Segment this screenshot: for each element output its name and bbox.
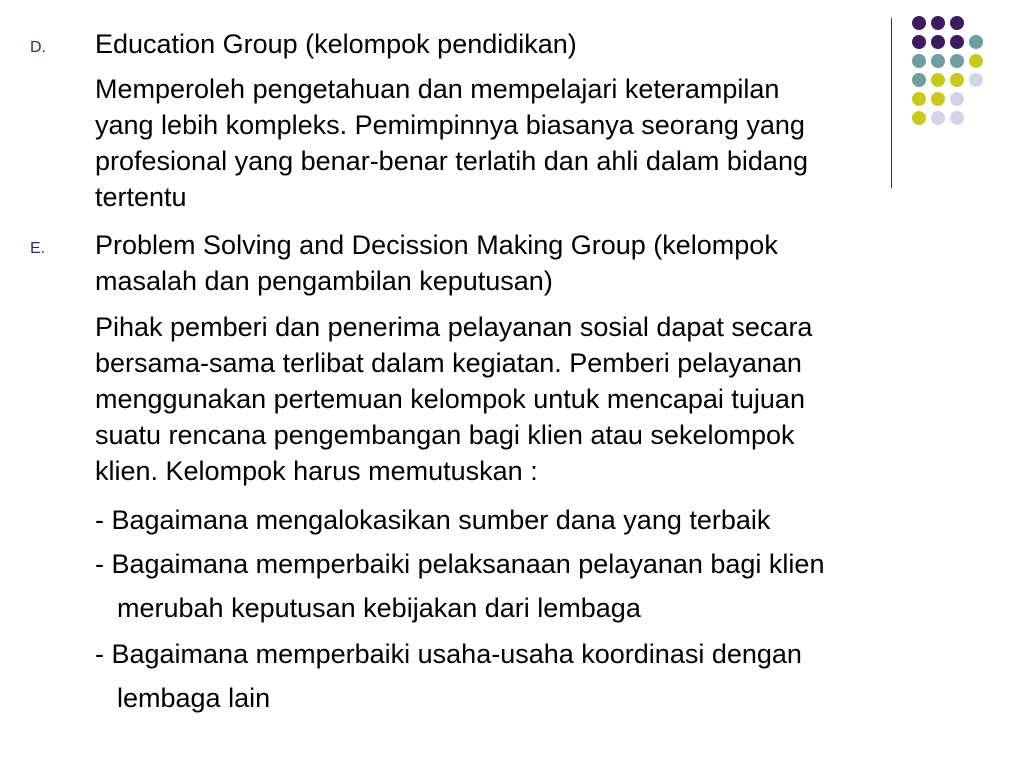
decision-item-continuation: merubah keputusan kebijakan dari lembaga — [117, 593, 641, 623]
bullet-d: D. — [30, 39, 46, 56]
decorative-dot — [950, 16, 964, 30]
paragraph-line: tertentu — [95, 182, 187, 212]
decorative-dot — [931, 92, 945, 106]
divider-line — [891, 18, 892, 188]
decorative-dot — [912, 54, 926, 68]
decorative-dot — [931, 54, 945, 68]
decorative-dot — [969, 54, 983, 68]
decision-item-continuation: lembaga lain — [117, 683, 271, 713]
heading-problem-solving-group: Problem Solving and Decission Making Group (kelompok — [95, 230, 778, 260]
paragraph-line: Pihak pemberi dan penerima pelayanan sosial dapat secara — [95, 312, 813, 342]
decorative-dot — [931, 16, 945, 30]
bullet-e: E. — [30, 240, 46, 257]
decorative-dot — [912, 35, 926, 49]
paragraph-line: Memperoleh pengetahuan dan mempelajari keterampilan — [95, 74, 780, 104]
decorative-dot — [931, 73, 945, 87]
decorative-dot — [969, 73, 983, 87]
paragraph-line: menggunakan pertemuan kelompok untuk mencapai tujuan — [95, 384, 805, 414]
decision-item: - Bagaimana memperbaiki usaha-usaha koordinasi dengan — [95, 639, 802, 669]
decorative-dot — [969, 35, 983, 49]
decorative-dot — [950, 73, 964, 87]
paragraph-line: bersama-sama terlibat dalam kegiatan. Pemberi pelayanan — [95, 348, 802, 378]
paragraph-line: suatu rencana pengembangan bagi klien atau sekelompok — [95, 420, 795, 450]
decorative-dot — [950, 54, 964, 68]
decorative-dot — [912, 111, 926, 125]
decorative-dot — [950, 111, 964, 125]
decorative-dot — [950, 92, 964, 106]
decorative-dot — [912, 92, 926, 106]
decorative-dot — [931, 111, 945, 125]
decision-item: - Bagaimana memperbaiki pelaksanaan pelayanan bagi klien — [95, 549, 825, 579]
decision-item: - Bagaimana mengalokasikan sumber dana yang terbaik — [95, 505, 771, 535]
paragraph-line: profesional yang benar-benar terlatih dan ahli dalam bidang — [95, 146, 808, 176]
decorative-dot — [912, 16, 926, 30]
decorative-dots — [898, 14, 1024, 174]
decorative-dot — [912, 73, 926, 87]
decorative-dot — [950, 35, 964, 49]
heading-problem-solving-group-cont: masalah dan pengambilan keputusan) — [95, 266, 553, 296]
heading-education-group: Education Group (kelompok pendidikan) — [95, 29, 577, 59]
paragraph-line: yang lebih kompleks. Pemimpinnya biasanya seorang yang — [95, 110, 805, 140]
paragraph-line: klien. Kelompok harus memutuskan : — [95, 456, 538, 486]
decorative-dot — [931, 35, 945, 49]
